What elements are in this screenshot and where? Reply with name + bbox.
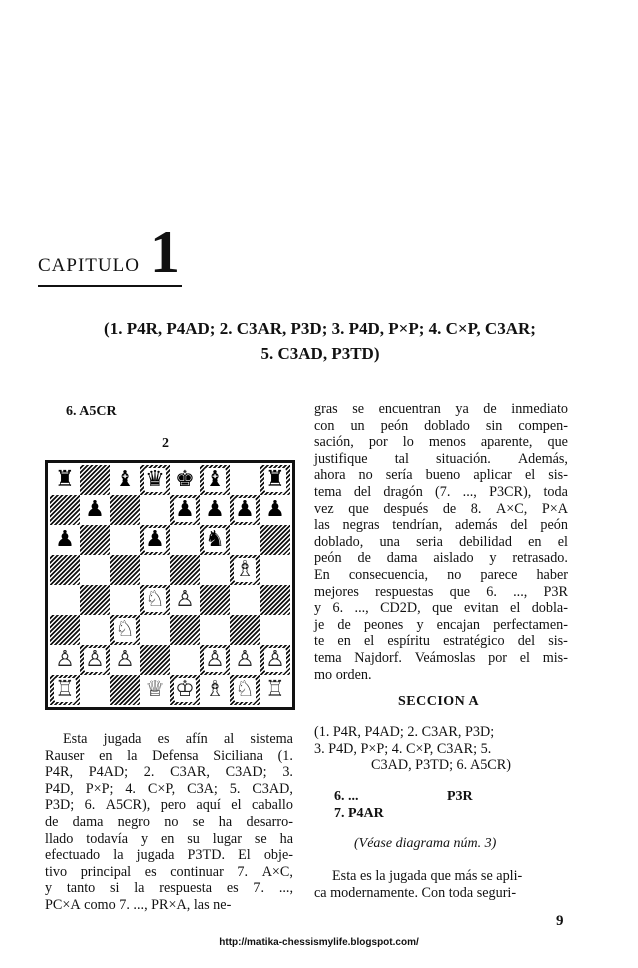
page-number: 9 (556, 913, 564, 929)
board-square (110, 495, 140, 525)
black-queen-icon: ♛ (145, 467, 165, 492)
section-moves-line-2: 3. P4D, P×P; 4. C×P, C3AR; 5. (314, 740, 492, 757)
board-square (80, 645, 110, 675)
closing-paragraph (314, 868, 568, 901)
move-heading: 6. A5CR (66, 404, 117, 419)
left-paragraph-line: PC×A como 7. ..., PR×A, las ne- (45, 896, 232, 913)
board-square (110, 675, 140, 705)
board-square (50, 525, 80, 555)
section-moves (314, 724, 568, 774)
board-square (260, 675, 290, 705)
white-pawn-icon: ♙ (205, 647, 225, 672)
white-bishop-icon: ♗ (235, 557, 255, 582)
right-paragraph-line: y 6. ..., CD2D, que evitan el dobla- (314, 600, 568, 617)
right-paragraph-line: sación, por lo menos aparente, que (314, 434, 568, 451)
section-moves-line-3: C3AD, P3TD; 6. A5CR) (371, 757, 511, 774)
board-square (50, 555, 80, 585)
right-paragraph-line: las negras tendrían, además del peón (314, 517, 568, 534)
left-paragraph-line: llado todavía y en su lugar se ha (45, 830, 293, 847)
white-knight-icon: ♘ (235, 677, 255, 702)
black-bishop-icon: ♝ (115, 467, 135, 492)
left-paragraph-line: P4D, P×P; 4. C×P, C3A; 5. C3AD, (45, 780, 293, 797)
footer-url: http://matika-chessismylife.blogspot.com/ (219, 937, 419, 948)
white-pawn-icon: ♙ (85, 647, 105, 672)
black-rook-icon: ♜ (55, 467, 75, 492)
right-paragraph-line: doblado, una seria debilidad en el (314, 533, 568, 550)
white-rook-icon: ♖ (265, 677, 285, 702)
board-square (230, 555, 260, 585)
board-square (80, 555, 110, 585)
white-pawn-icon: ♙ (175, 587, 195, 612)
board-square (200, 555, 230, 585)
board-square (260, 585, 290, 615)
black-pawn-icon: ♟ (205, 497, 225, 522)
board-square (80, 465, 110, 495)
board-square (140, 525, 170, 555)
left-paragraph-line: Esta jugada es afín al sistema (63, 731, 293, 747)
move-six-black: P3R (447, 789, 473, 804)
right-paragraph-line: je de peones y encajan perfectamen- (314, 616, 568, 633)
board-square (140, 675, 170, 705)
black-pawn-icon: ♟ (145, 527, 165, 552)
white-pawn-icon: ♙ (235, 647, 255, 672)
board-square (230, 585, 260, 615)
right-paragraph-line: tema del dragón (7. ..., P3CR), toda (314, 483, 568, 500)
move-seven: 7. P4AR (334, 806, 384, 821)
white-knight-icon: ♘ (115, 617, 135, 642)
board-square (170, 555, 200, 585)
left-paragraph-line: Rauser en la Defensa Siciliana (1. (45, 747, 293, 764)
black-pawn-icon: ♟ (265, 497, 285, 522)
board-square (170, 525, 200, 555)
board-square (200, 495, 230, 525)
board-square (260, 465, 290, 495)
board-square (140, 645, 170, 675)
board-square (140, 615, 170, 645)
white-pawn-icon: ♙ (55, 647, 75, 672)
board-square (260, 495, 290, 525)
board-square (170, 615, 200, 645)
left-paragraph-line: P4R, P4AD; 2. C3AR, C3AD; 3. (45, 764, 293, 781)
board-square (50, 495, 80, 525)
right-paragraph-line: En consecuencia, no parece haber (314, 566, 568, 583)
board-square (110, 465, 140, 495)
board-square (230, 645, 260, 675)
right-paragraph-line: vez que después de 8. A×C, P×A (314, 500, 568, 517)
left-paragraph (45, 731, 293, 914)
board-square (80, 585, 110, 615)
board-square (170, 645, 200, 675)
board-square (200, 615, 230, 645)
chapter-label: CAPITULO (38, 255, 140, 276)
board-square (140, 465, 170, 495)
right-paragraph-line: peón de dama aislado y retrasado. (314, 550, 568, 567)
chess-board-grid (50, 465, 290, 705)
board-square (260, 615, 290, 645)
left-paragraph-line: efectuado la jugada P3TD. El obje- (45, 847, 293, 864)
section-moves-line-1: (1. P4R, P4AD; 2. C3AR, P3D; (314, 724, 495, 740)
white-queen-icon: ♕ (145, 677, 165, 702)
white-pawn-icon: ♙ (115, 647, 135, 672)
chapter-underline (38, 285, 182, 287)
left-paragraph-line: de dama negro no se ha desarro- (45, 813, 293, 830)
board-square (170, 495, 200, 525)
board-square (80, 615, 110, 645)
board-square (260, 555, 290, 585)
board-square (50, 615, 80, 645)
left-paragraph-line: P3D; 6. A5CR), pero aquí el caballo (45, 797, 293, 814)
board-square (200, 645, 230, 675)
right-paragraph-line: mo orden. (314, 666, 372, 683)
black-pawn-icon: ♟ (55, 527, 75, 552)
black-king-icon: ♚ (175, 467, 195, 492)
board-square (50, 465, 80, 495)
board-square (200, 525, 230, 555)
white-knight-icon: ♘ (145, 587, 165, 612)
black-pawn-icon: ♟ (85, 497, 105, 522)
section-title: SECCION A (398, 694, 480, 709)
right-paragraph (314, 401, 568, 683)
board-square (200, 465, 230, 495)
opening-moves-line-1: (1. P4R, P4AD; 2. C3AR, P3D; 3. P4D, P×P; 4. C×P, C3AR; (104, 319, 536, 338)
board-square (50, 585, 80, 615)
board-square (260, 525, 290, 555)
board-square (200, 675, 230, 705)
board-square (260, 645, 290, 675)
white-pawn-icon: ♙ (265, 647, 285, 672)
diagram-number: 2 (162, 436, 169, 451)
right-paragraph-line: te en el espíritu estratégico del sis- (314, 633, 568, 650)
board-square (50, 675, 80, 705)
black-pawn-icon: ♟ (175, 497, 195, 522)
board-square (230, 495, 260, 525)
black-knight-icon: ♞ (205, 527, 225, 552)
board-square (140, 555, 170, 585)
board-square (200, 585, 230, 615)
board-square (110, 645, 140, 675)
see-diagram-note: (Véase diagrama núm. 3) (354, 836, 497, 851)
board-square (230, 525, 260, 555)
board-square (170, 465, 200, 495)
board-square (230, 465, 260, 495)
right-paragraph-line: justifique tal situación. Además, (314, 450, 568, 467)
right-paragraph-line: gras se encuentran ya de inmediato (314, 401, 568, 417)
board-square (50, 645, 80, 675)
black-bishop-icon: ♝ (205, 467, 225, 492)
opening-moves-line-2: 5. C3AD, P3TD) (260, 344, 380, 363)
board-square (80, 675, 110, 705)
board-square (170, 675, 200, 705)
chapter-number: 1 (150, 219, 180, 285)
black-rook-icon: ♜ (265, 467, 285, 492)
right-paragraph-line: con un peón doblado sin compen- (314, 417, 568, 434)
opening-moves (30, 316, 610, 366)
board-square (170, 585, 200, 615)
board-square (230, 615, 260, 645)
board-square (110, 585, 140, 615)
right-paragraph-line: mejores respuestas que 6. ..., P3R (314, 583, 568, 600)
left-paragraph-line: tivo principal es continuar 7. A×C, (45, 863, 293, 880)
closing-line-1: Esta es la jugada que más se apli- (332, 868, 523, 884)
board-square (230, 675, 260, 705)
right-paragraph-line: tema Najdorf. Veámoslas por el mis- (314, 649, 568, 666)
board-square (80, 495, 110, 525)
board-square (140, 495, 170, 525)
black-pawn-icon: ♟ (235, 497, 255, 522)
board-square (110, 555, 140, 585)
board-square (80, 525, 110, 555)
board-square (140, 585, 170, 615)
board-square (110, 525, 140, 555)
closing-line-2: ca modernamente. Con toda seguri- (314, 884, 517, 901)
white-rook-icon: ♖ (55, 677, 75, 702)
white-king-icon: ♔ (175, 677, 195, 702)
right-paragraph-line: ahora no sería bueno aplicar el sis- (314, 467, 568, 484)
left-paragraph-line: y tanto si la respuesta es 7. ..., (45, 880, 293, 897)
white-bishop-icon: ♗ (205, 677, 225, 702)
move-six-number: 6. ... (334, 789, 359, 804)
chess-diagram (45, 460, 295, 710)
board-square (110, 615, 140, 645)
